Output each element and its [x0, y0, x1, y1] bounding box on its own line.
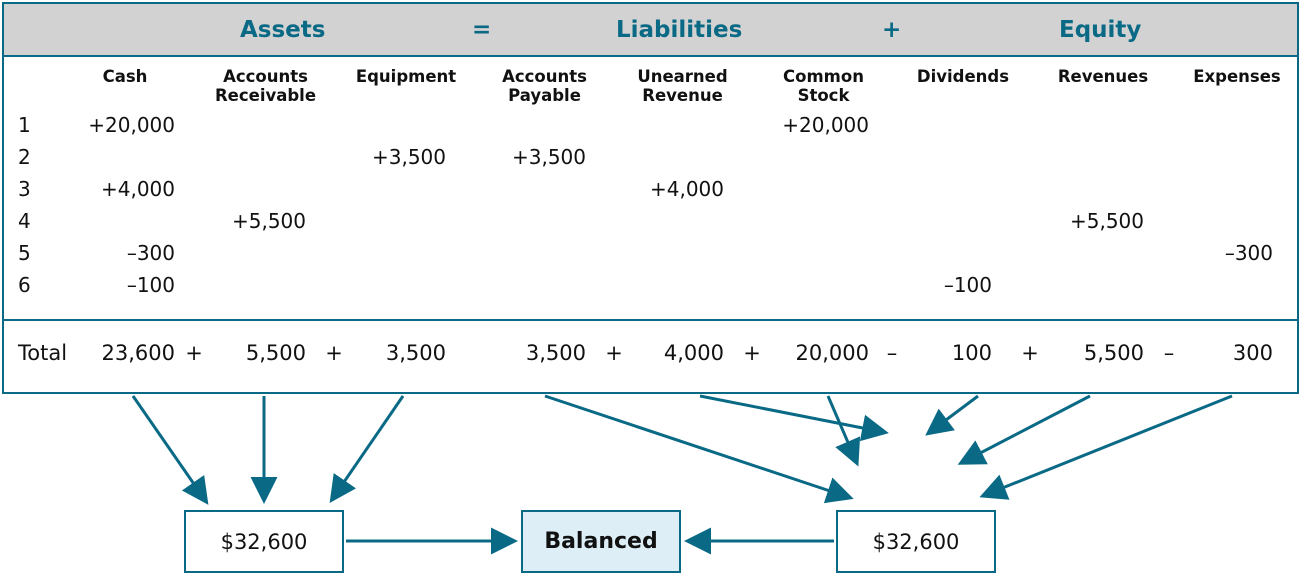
row-number: 1	[18, 113, 31, 137]
header-plus-sign: +	[882, 16, 902, 43]
cell-cash: +20,000	[88, 113, 175, 137]
assets-total-value: $32,600	[220, 529, 308, 554]
cell-common-stock: +20,000	[782, 113, 869, 137]
column-header-equipment: Equipment	[355, 67, 457, 86]
total-operator-2: +	[325, 341, 343, 365]
column-header-ar-line1: Accounts	[223, 67, 308, 86]
column-header-expenses: Expenses	[1193, 67, 1281, 86]
column-header-unearned-revenue	[620, 67, 745, 105]
column-header-common-stock	[761, 67, 886, 105]
cell-unearned-revenue: +4,000	[649, 177, 724, 201]
cell-cash: –300	[126, 241, 175, 265]
total-operator-4: +	[743, 341, 761, 365]
total-expenses: 300	[1232, 341, 1273, 365]
total-operator-7: –	[1163, 341, 1175, 365]
column-header-dividends: Dividends	[916, 67, 1010, 86]
column-header-cs-line2: Stock	[797, 86, 850, 105]
cell-accounts-payable: +3,500	[511, 145, 586, 169]
balanced-label: Balanced	[544, 529, 658, 554]
cell-cash: +4,000	[100, 177, 175, 201]
total-operator-5: –	[886, 341, 898, 365]
column-headers-row	[4, 57, 1297, 113]
total-accounts-payable: 3,500	[525, 341, 586, 365]
row-number: 5	[18, 241, 31, 265]
column-header-ap-line2: Payable	[508, 86, 581, 105]
column-header-cash: Cash	[102, 67, 148, 86]
liabilities-equity-total-value: $32,600	[872, 529, 960, 554]
cell-equipment: +3,500	[371, 145, 446, 169]
column-header-revenues: Revenues	[1057, 67, 1149, 86]
header-assets: Assets	[240, 16, 326, 43]
cell-accounts-receivable: +5,500	[231, 209, 306, 233]
column-header-accounts-payable	[482, 67, 607, 105]
row-number: 4	[18, 209, 31, 233]
assets-total-box	[184, 510, 344, 573]
total-unearned-revenue: 4,000	[663, 341, 724, 365]
cell-dividends: –100	[943, 273, 992, 297]
cell-expenses: –300	[1224, 241, 1273, 265]
equation-header-row	[4, 4, 1297, 57]
cell-revenues: +5,500	[1069, 209, 1144, 233]
row-number: 2	[18, 145, 31, 169]
header-liabilities: Liabilities	[616, 16, 743, 43]
total-cash: 23,600	[101, 341, 175, 365]
total-row	[4, 319, 1297, 392]
column-header-ur-line2: Revenue	[642, 86, 723, 105]
total-accounts-receivable: 5,500	[245, 341, 306, 365]
header-equity: Equity	[1059, 16, 1142, 43]
total-label: Total	[18, 341, 68, 365]
column-header-ar-line2: Receivable	[214, 86, 317, 105]
total-common-stock: 20,000	[795, 341, 869, 365]
total-revenues: 5,500	[1083, 341, 1144, 365]
column-header-ap-line1: Accounts	[502, 67, 587, 86]
accounting-equation-table	[2, 2, 1299, 394]
total-dividends: 100	[951, 341, 992, 365]
liabilities-equity-total-box	[836, 510, 996, 573]
header-equals-sign: =	[472, 16, 492, 43]
balanced-box	[521, 510, 681, 573]
transaction-rows	[4, 113, 1297, 320]
total-operator-3: +	[605, 341, 623, 365]
total-equipment: 3,500	[385, 341, 446, 365]
total-operator-6: +	[1021, 341, 1039, 365]
row-number: 3	[18, 177, 31, 201]
cell-cash: –100	[126, 273, 175, 297]
column-header-accounts-receivable	[203, 67, 328, 105]
total-operator-1: +	[185, 341, 203, 365]
column-header-cs-line1: Common	[783, 67, 864, 86]
row-number: 6	[18, 273, 31, 297]
column-header-ur-line1: Unearned	[637, 67, 728, 86]
